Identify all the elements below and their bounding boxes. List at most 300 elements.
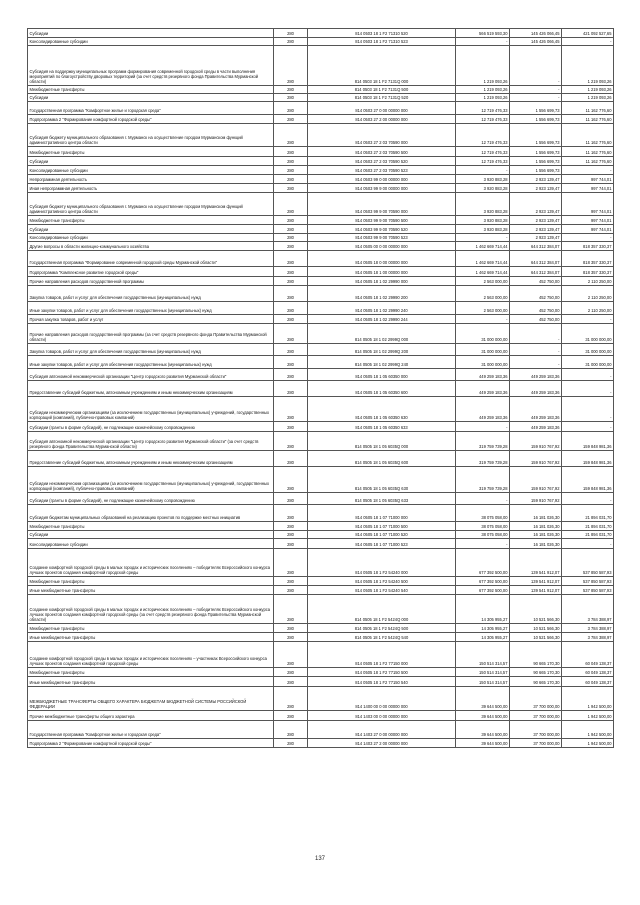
- row-executed-amount: 90 665 170,30: [510, 642, 562, 668]
- row-admin-code: 280: [274, 624, 308, 633]
- row-approved-amount: 2 563 000,00: [456, 277, 510, 286]
- row-approved-amount: 150 514 314,57: [456, 642, 510, 668]
- row-executed-amount: 37 700 000,00: [510, 711, 562, 721]
- row-name: Подпрограмма "Комплексное развитие городской среды": [28, 267, 274, 277]
- table-row: [28, 493, 614, 505]
- row-unexecuted-amount: -: [562, 369, 614, 381]
- row-admin-code: 280: [274, 29, 308, 38]
- row-classification-code: 814 0505 18 1 F2 5424Q 000: [308, 595, 456, 624]
- table-row: [28, 633, 614, 642]
- table-row: [28, 549, 614, 577]
- table-row: [28, 193, 614, 216]
- row-classification-code: 814 0505 00 0 00 00000 000: [308, 242, 456, 251]
- table-row: [28, 422, 614, 432]
- row-name: Межбюджетные трансферты: [28, 624, 274, 633]
- row-name: Субсидия на поддержку муниципальных программ формирования современной городской среды в части выполнения мероприятий по благоустройству дворовых территорий (за счет средств резервного фонда Правительства Мурманской области): [28, 46, 274, 86]
- row-admin-code: 280: [274, 124, 308, 147]
- row-admin-code: 280: [274, 86, 308, 94]
- row-executed-amount: 449 259 183,36: [510, 381, 562, 397]
- row-admin-code: 280: [274, 147, 308, 157]
- row-approved-amount: 39 644 500,00: [456, 721, 510, 739]
- row-name: Субсидии: [28, 94, 274, 102]
- row-unexecuted-amount: 31 000 000,00: [562, 324, 614, 344]
- row-unexecuted-amount: 31 000 000,00: [562, 356, 614, 369]
- row-unexecuted-amount: 818 357 330,37: [562, 251, 614, 267]
- row-name: Другие вопросы в области жилищно-коммунального хозяйства: [28, 242, 274, 251]
- row-unexecuted-amount: 2 110 250,00: [562, 277, 614, 286]
- row-admin-code: 280: [274, 286, 308, 302]
- row-name: Иная непрограммная деятельность: [28, 184, 274, 193]
- row-executed-amount: 145 426 066,45: [510, 29, 562, 38]
- row-unexecuted-amount: 60 049 138,37: [562, 642, 614, 668]
- row-admin-code: 280: [274, 166, 308, 175]
- table-row: [28, 315, 614, 324]
- row-approved-amount: 319 759 739,28: [456, 467, 510, 493]
- row-classification-code: 814 0505 18 1 F2 77150 500: [308, 668, 456, 677]
- row-name: Непрограммная деятельность: [28, 175, 274, 184]
- row-approved-amount: 12 719 476,33: [456, 115, 510, 124]
- row-approved-amount: 3 920 883,28: [456, 184, 510, 193]
- row-unexecuted-amount: 60 049 138,37: [562, 677, 614, 687]
- row-unexecuted-amount: 11 162 776,60: [562, 115, 614, 124]
- row-executed-amount: 449 259 183,36: [510, 397, 562, 422]
- row-executed-amount: 90 665 170,30: [510, 677, 562, 687]
- row-admin-code: 280: [274, 687, 308, 711]
- row-classification-code: 814 0505 18 1 F2 54240 500: [308, 577, 456, 586]
- table-row: [28, 522, 614, 531]
- row-admin-code: 280: [274, 38, 308, 46]
- row-admin-code: 280: [274, 267, 308, 277]
- row-approved-amount: 12 719 476,33: [456, 157, 510, 166]
- row-classification-code: 814 0505 18 1 02 2999Q 000: [308, 324, 456, 344]
- row-approved-amount: 150 514 314,57: [456, 668, 510, 677]
- row-classification-code: 814 0503 27 2 03 70590 520: [308, 157, 456, 166]
- row-classification-code: 814 0505 18 1 F2 77150 000: [308, 642, 456, 668]
- row-name: Иные межбюджетные трансферты: [28, 677, 274, 687]
- table-row: [28, 687, 614, 711]
- table-row: [28, 642, 614, 668]
- row-approved-amount: 1 462 669 714,44: [456, 267, 510, 277]
- row-approved-amount: 449 259 183,36: [456, 369, 510, 381]
- row-executed-amount: 37 700 000,00: [510, 739, 562, 748]
- row-unexecuted-amount: -: [562, 315, 614, 324]
- row-unexecuted-amount: 159 848 981,36: [562, 451, 614, 467]
- table-row: [28, 147, 614, 157]
- row-approved-amount: 677 392 500,00: [456, 549, 510, 577]
- row-classification-code: 814 0503 18 1 F2 7131Q 000: [308, 46, 456, 86]
- row-approved-amount: 2 563 000,00: [456, 302, 510, 315]
- table-row: [28, 668, 614, 677]
- row-name: Создание комфортной городской среды в малых городах и исторических поселениях – победителях Всероссийского конкурса лучших проектов создания комфортной городской среды (за счет средств резервного фонда Правительства Мурманской области): [28, 595, 274, 624]
- row-approved-amount: -: [456, 539, 510, 549]
- row-executed-amount: -: [510, 46, 562, 86]
- row-name: Подпрограмма 2 "Формирование комфортной городской среды": [28, 115, 274, 124]
- row-executed-amount: 1 556 699,73: [510, 147, 562, 157]
- row-name: Создание комфортной городской среды в малых городах и исторических поселениях – победителях Всероссийского конкурса лучших проектов создания комфортной городской среды: [28, 549, 274, 577]
- row-unexecuted-amount: 997 744,01: [562, 184, 614, 193]
- row-unexecuted-amount: 997 744,01: [562, 193, 614, 216]
- row-executed-amount: 10 521 566,30: [510, 633, 562, 642]
- table-row: [28, 115, 614, 124]
- table-row: [28, 381, 614, 397]
- row-approved-amount: 566 519 593,30: [456, 29, 510, 38]
- row-admin-code: 280: [274, 642, 308, 668]
- table-row: [28, 267, 614, 277]
- row-name: Субсидии некоммерческим организациям (за исключением государственных (муниципальных) учреждений, государственных корпораций (компаний), публично-правовых компаний): [28, 397, 274, 422]
- row-executed-amount: 2 923 139,47: [510, 193, 562, 216]
- row-approved-amount: 31 000 000,00: [456, 344, 510, 356]
- row-name: Субсидия бюджету муниципального образования г. Мурманск на осуществление городом Мурманском функций административного центра области: [28, 193, 274, 216]
- row-name: Прочие направления расходов государственной программы (за счет средств резервного фонда Правительства Мурманской области): [28, 324, 274, 344]
- table-row: [28, 302, 614, 315]
- row-classification-code: 814 0505 18 1 F2 77150 540: [308, 677, 456, 687]
- row-executed-amount: 159 910 767,92: [510, 467, 562, 493]
- row-unexecuted-amount: 11 162 776,60: [562, 147, 614, 157]
- row-approved-amount: 31 000 000,00: [456, 356, 510, 369]
- row-classification-code: 814 0505 18 1 05 6035Q 000: [308, 432, 456, 451]
- row-admin-code: 280: [274, 577, 308, 586]
- table-row: [28, 216, 614, 225]
- row-classification-code: 814 0505 18 1 05 60350 000: [308, 369, 456, 381]
- row-approved-amount: 3 920 883,28: [456, 225, 510, 234]
- row-unexecuted-amount: 537 850 587,93: [562, 549, 614, 577]
- row-approved-amount: 38 075 058,00: [456, 505, 510, 522]
- table-row: [28, 124, 614, 147]
- row-approved-amount: 1 219 093,26: [456, 94, 510, 102]
- row-name: Межбюджетные трансферты: [28, 668, 274, 677]
- row-admin-code: 280: [274, 315, 308, 324]
- row-name: Субсидии: [28, 157, 274, 166]
- row-approved-amount: 319 759 739,28: [456, 432, 510, 451]
- row-admin-code: 280: [274, 586, 308, 595]
- row-name: Иные закупки товаров, работ и услуг для обеспечения государственных (муниципальных) нужд: [28, 302, 274, 315]
- row-classification-code: 814 1400 00 0 00 00000 000: [308, 687, 456, 711]
- row-approved-amount: 12 719 476,33: [456, 147, 510, 157]
- row-name: МЕЖБЮДЖЕТНЫЕ ТРАНСФЕРТЫ ОБЩЕГО ХАРАКТЕРА БЮДЖЕТАМ БЮДЖЕТНОЙ СИСТЕМЫ РОССИЙСКОЙ ФЕДЕРАЦИИ: [28, 687, 274, 711]
- row-name: Предоставление субсидий бюджетным, автономным учреждениям и иным некоммерческим организациям: [28, 381, 274, 397]
- table-row: [28, 225, 614, 234]
- row-approved-amount: 3 920 883,28: [456, 193, 510, 216]
- row-admin-code: 280: [274, 549, 308, 577]
- table-row: [28, 94, 614, 102]
- row-executed-amount: 16 181 026,30: [510, 531, 562, 539]
- row-admin-code: 280: [274, 277, 308, 286]
- row-classification-code: 814 0505 18 1 02 2999Q 240: [308, 356, 456, 369]
- row-approved-amount: 3 920 883,28: [456, 175, 510, 184]
- row-approved-amount: 12 719 476,33: [456, 124, 510, 147]
- row-classification-code: 814 0505 18 1 02 29990 244: [308, 315, 456, 324]
- row-admin-code: 280: [274, 677, 308, 687]
- row-executed-amount: 37 700 000,00: [510, 687, 562, 711]
- row-executed-amount: 1 556 699,73: [510, 115, 562, 124]
- table-row: [28, 175, 614, 184]
- row-classification-code: 814 0505 18 1 F2 5424Q 500: [308, 624, 456, 633]
- row-unexecuted-amount: 21 894 031,70: [562, 531, 614, 539]
- row-admin-code: 280: [274, 668, 308, 677]
- row-name: Прочая закупка товаров, работ и услуг: [28, 315, 274, 324]
- row-approved-amount: 14 305 955,27: [456, 624, 510, 633]
- row-executed-amount: 452 750,00: [510, 302, 562, 315]
- row-executed-amount: 139 541 912,07: [510, 586, 562, 595]
- row-unexecuted-amount: 818 357 330,37: [562, 267, 614, 277]
- table-row: [28, 29, 614, 38]
- row-classification-code: 814 0505 18 1 02 29990 000: [308, 277, 456, 286]
- table-row: [28, 356, 614, 369]
- row-executed-amount: -: [510, 344, 562, 356]
- row-approved-amount: 38 075 058,00: [456, 522, 510, 531]
- row-executed-amount: 452 750,00: [510, 315, 562, 324]
- table-row: [28, 277, 614, 286]
- row-approved-amount: 3 920 883,28: [456, 216, 510, 225]
- row-executed-amount: 139 541 912,07: [510, 549, 562, 577]
- row-name: Субсидии (гранты в форме субсидий), не подлежащие казначейскому сопровождению: [28, 493, 274, 505]
- row-name: Государственная программа "Комфортное жилье и городская среда": [28, 102, 274, 115]
- row-approved-amount: 150 514 314,57: [456, 677, 510, 687]
- row-admin-code: 280: [274, 216, 308, 225]
- row-executed-amount: 1 556 699,73: [510, 102, 562, 115]
- row-classification-code: 814 0505 18 1 F2 54240 000: [308, 549, 456, 577]
- row-classification-code: 814 0503 18 1 F2 71310 520: [308, 29, 456, 38]
- row-executed-amount: 159 910 767,92: [510, 432, 562, 451]
- row-name: Субсидия бюджету муниципального образования г. Мурманск на осуществление городом Мурманском функций административного центра области: [28, 124, 274, 147]
- row-classification-code: 814 0505 18 1 02 2999Q 200: [308, 344, 456, 356]
- table-row: [28, 467, 614, 493]
- row-unexecuted-amount: 21 894 031,70: [562, 522, 614, 531]
- table-row: [28, 624, 614, 633]
- row-unexecuted-amount: 11 162 776,60: [562, 157, 614, 166]
- row-executed-amount: 452 750,00: [510, 277, 562, 286]
- budget-execution-table: [27, 28, 614, 748]
- row-unexecuted-amount: -: [562, 166, 614, 175]
- row-classification-code: 814 0503 18 1 F2 7131Q 520: [308, 94, 456, 102]
- row-executed-amount: 452 750,00: [510, 286, 562, 302]
- row-name: Субсидии: [28, 225, 274, 234]
- row-name: Межбюджетные трансферты: [28, 577, 274, 586]
- row-unexecuted-amount: 1 219 093,26: [562, 46, 614, 86]
- row-name: Закупка товаров, работ и услуг для обеспечения государственных (муниципальных) нужд: [28, 344, 274, 356]
- row-admin-code: 280: [274, 381, 308, 397]
- row-executed-amount: 159 910 767,92: [510, 451, 562, 467]
- row-name: Консолидированные субсидии: [28, 234, 274, 242]
- table-row: [28, 286, 614, 302]
- table-row: [28, 234, 614, 242]
- row-name: Межбюджетные трансферты: [28, 216, 274, 225]
- row-unexecuted-amount: 11 162 776,60: [562, 124, 614, 147]
- row-name: Субсидия автономной некоммерческой организации "Центр городского развития Мурманской области" (за счет средств резервного фонда Правительства Мурманской области): [28, 432, 274, 451]
- row-name: Закупка товаров, работ и услуг для обеспечения государственных (муниципальных) нужд: [28, 286, 274, 302]
- table-row: [28, 344, 614, 356]
- row-name: Межбюджетные трансферты: [28, 522, 274, 531]
- row-unexecuted-amount: -: [562, 539, 614, 549]
- row-approved-amount: 39 644 500,00: [456, 739, 510, 748]
- row-approved-amount: 2 563 000,00: [456, 286, 510, 302]
- row-unexecuted-amount: 1 942 500,00: [562, 739, 614, 748]
- row-admin-code: 280: [274, 539, 308, 549]
- row-unexecuted-amount: 997 744,01: [562, 225, 614, 234]
- table-row: [28, 166, 614, 175]
- row-executed-amount: -: [510, 324, 562, 344]
- row-classification-code: 814 0503 27 2 00 00000 000: [308, 115, 456, 124]
- row-admin-code: 280: [274, 369, 308, 381]
- row-admin-code: 280: [274, 175, 308, 184]
- row-executed-amount: 139 541 912,07: [510, 577, 562, 586]
- table-row: [28, 739, 614, 748]
- row-name: Прочие межбюджетные трансферты общего характера: [28, 711, 274, 721]
- row-classification-code: 814 0505 18 0 00 00000 000: [308, 251, 456, 267]
- row-executed-amount: 449 259 183,36: [510, 422, 562, 432]
- row-classification-code: 814 0505 18 1 05 6035Q 630: [308, 467, 456, 493]
- row-admin-code: 280: [274, 115, 308, 124]
- row-admin-code: 280: [274, 467, 308, 493]
- row-classification-code: 814 0505 18 1 05 60350 600: [308, 381, 456, 397]
- row-unexecuted-amount: 3 784 388,97: [562, 633, 614, 642]
- row-admin-code: 280: [274, 356, 308, 369]
- row-classification-code: 814 0503 27 2 03 70590 000: [308, 124, 456, 147]
- row-unexecuted-amount: 997 744,01: [562, 216, 614, 225]
- row-approved-amount: 677 392 500,00: [456, 577, 510, 586]
- row-admin-code: 280: [274, 739, 308, 748]
- row-unexecuted-amount: -: [562, 493, 614, 505]
- row-name: Субсидия автономной некоммерческой организации "Центр городского развития Мурманской области": [28, 369, 274, 381]
- row-admin-code: 280: [274, 324, 308, 344]
- row-approved-amount: 1 462 669 714,44: [456, 242, 510, 251]
- row-approved-amount: 14 305 955,27: [456, 595, 510, 624]
- row-classification-code: 814 0505 18 1 05 6035Q 633: [308, 493, 456, 505]
- row-unexecuted-amount: 159 848 981,36: [562, 467, 614, 493]
- row-executed-amount: 1 556 699,73: [510, 166, 562, 175]
- row-classification-code: 814 0505 18 1 07 71000 523: [308, 539, 456, 549]
- table-row: [28, 451, 614, 467]
- row-admin-code: 280: [274, 422, 308, 432]
- row-unexecuted-amount: 2 110 250,00: [562, 286, 614, 302]
- row-classification-code: 814 1403 27 0 00 00000 000: [308, 721, 456, 739]
- row-classification-code: 814 0503 99 9 00 70590 000: [308, 193, 456, 216]
- row-approved-amount: 38 075 058,00: [456, 531, 510, 539]
- row-unexecuted-amount: 11 162 776,60: [562, 102, 614, 115]
- table-row: [28, 595, 614, 624]
- row-name: Субсидии: [28, 531, 274, 539]
- row-name: Субсидии некоммерческим организациям (за исключением государственных (муниципальных) учреждений, государственных корпораций (компаний), публично-правовых компаний): [28, 467, 274, 493]
- row-unexecuted-amount: 421 092 527,65: [562, 29, 614, 38]
- row-name: Межбюджетные трансферты: [28, 86, 274, 94]
- table-row: [28, 86, 614, 94]
- row-executed-amount: 10 521 566,30: [510, 624, 562, 633]
- row-unexecuted-amount: 537 850 587,93: [562, 586, 614, 595]
- row-name: Государственная программа "Комфортное жилье и городская среда": [28, 721, 274, 739]
- row-executed-amount: 10 521 566,30: [510, 595, 562, 624]
- row-executed-amount: 2 923 139,47: [510, 234, 562, 242]
- row-approved-amount: -: [456, 234, 510, 242]
- row-unexecuted-amount: 1 942 500,00: [562, 687, 614, 711]
- table-row: [28, 324, 614, 344]
- row-executed-amount: 16 181 026,30: [510, 522, 562, 531]
- row-unexecuted-amount: 159 848 981,36: [562, 432, 614, 451]
- row-unexecuted-amount: -: [562, 381, 614, 397]
- row-executed-amount: 644 312 384,07: [510, 267, 562, 277]
- row-unexecuted-amount: 1 942 500,00: [562, 711, 614, 721]
- row-approved-amount: 39 644 500,00: [456, 687, 510, 711]
- row-executed-amount: -: [510, 356, 562, 369]
- row-executed-amount: 644 312 384,07: [510, 242, 562, 251]
- row-admin-code: 280: [274, 522, 308, 531]
- table-row: [28, 432, 614, 451]
- row-unexecuted-amount: 60 049 138,37: [562, 668, 614, 677]
- row-unexecuted-amount: 1 942 500,00: [562, 721, 614, 739]
- table-row: [28, 38, 614, 46]
- row-admin-code: 280: [274, 493, 308, 505]
- row-approved-amount: -: [456, 493, 510, 505]
- row-executed-amount: 37 700 000,00: [510, 721, 562, 739]
- row-approved-amount: 319 759 739,28: [456, 451, 510, 467]
- row-unexecuted-amount: 21 894 031,70: [562, 505, 614, 522]
- row-name: Предоставление субсидий бюджетным, автономным учреждениям и иным некоммерческим организациям: [28, 451, 274, 467]
- row-classification-code: 814 0505 18 1 F2 5424Q 540: [308, 633, 456, 642]
- row-classification-code: 814 0503 27 0 00 00000 000: [308, 102, 456, 115]
- row-unexecuted-amount: 1 219 093,26: [562, 94, 614, 102]
- table-body: [28, 29, 614, 748]
- row-classification-code: 814 1403 27 2 00 00000 000: [308, 739, 456, 748]
- row-classification-code: 814 0505 18 1 07 71000 500: [308, 522, 456, 531]
- row-classification-code: 814 0505 18 1 02 29990 200: [308, 286, 456, 302]
- row-admin-code: 280: [274, 234, 308, 242]
- row-executed-amount: 449 259 183,36: [510, 369, 562, 381]
- document-page: [27, 28, 613, 748]
- table-row: [28, 369, 614, 381]
- row-classification-code: 814 0503 99 9 00 70590 500: [308, 216, 456, 225]
- row-executed-amount: 159 910 767,92: [510, 493, 562, 505]
- table-row: [28, 721, 614, 739]
- row-unexecuted-amount: 2 110 250,00: [562, 302, 614, 315]
- row-unexecuted-amount: 31 000 000,00: [562, 344, 614, 356]
- row-admin-code: 280: [274, 451, 308, 467]
- row-unexecuted-amount: 1 219 093,26: [562, 86, 614, 94]
- table-row: [28, 102, 614, 115]
- row-approved-amount: -: [456, 166, 510, 175]
- row-classification-code: 814 0503 27 2 03 70590 523: [308, 166, 456, 175]
- row-name: Прочие направления расходов государственной программы: [28, 277, 274, 286]
- row-admin-code: 280: [274, 184, 308, 193]
- table-row: [28, 711, 614, 721]
- row-approved-amount: 14 305 955,27: [456, 633, 510, 642]
- row-executed-amount: 1 556 699,73: [510, 157, 562, 166]
- row-classification-code: 814 0505 18 1 07 71000 520: [308, 531, 456, 539]
- row-admin-code: 280: [274, 157, 308, 166]
- table-row: [28, 251, 614, 267]
- row-executed-amount: 16 181 026,30: [510, 539, 562, 549]
- row-classification-code: 814 0505 18 1 05 60350 630: [308, 397, 456, 422]
- row-name: Иные межбюджетные трансферты: [28, 633, 274, 642]
- row-admin-code: 280: [274, 531, 308, 539]
- row-name: Создание комфортной городской среды в малых городах и исторических поселениях – участниках Всероссийского конкурса лучших проектов создания комфортной городской среды: [28, 642, 274, 668]
- row-name: Консолидированные субсидии: [28, 539, 274, 549]
- row-admin-code: 280: [274, 432, 308, 451]
- row-admin-code: 280: [274, 721, 308, 739]
- row-executed-amount: 1 556 699,73: [510, 124, 562, 147]
- row-unexecuted-amount: 997 744,01: [562, 175, 614, 184]
- row-name: Иные межбюджетные трансферты: [28, 586, 274, 595]
- row-name: Консолидированные субсидии: [28, 166, 274, 175]
- row-name: Межбюджетные трансферты: [28, 147, 274, 157]
- row-executed-amount: 16 181 026,30: [510, 505, 562, 522]
- row-name: Государственная программа "Формирование современной городской среды Мурманской области": [28, 251, 274, 267]
- row-unexecuted-amount: -: [562, 234, 614, 242]
- row-unexecuted-amount: -: [562, 38, 614, 46]
- row-classification-code: 814 0503 18 1 F2 7131Q 500: [308, 86, 456, 94]
- row-unexecuted-amount: 3 784 388,97: [562, 624, 614, 633]
- row-approved-amount: 677 392 500,00: [456, 586, 510, 595]
- table-row: [28, 157, 614, 166]
- row-approved-amount: -: [456, 38, 510, 46]
